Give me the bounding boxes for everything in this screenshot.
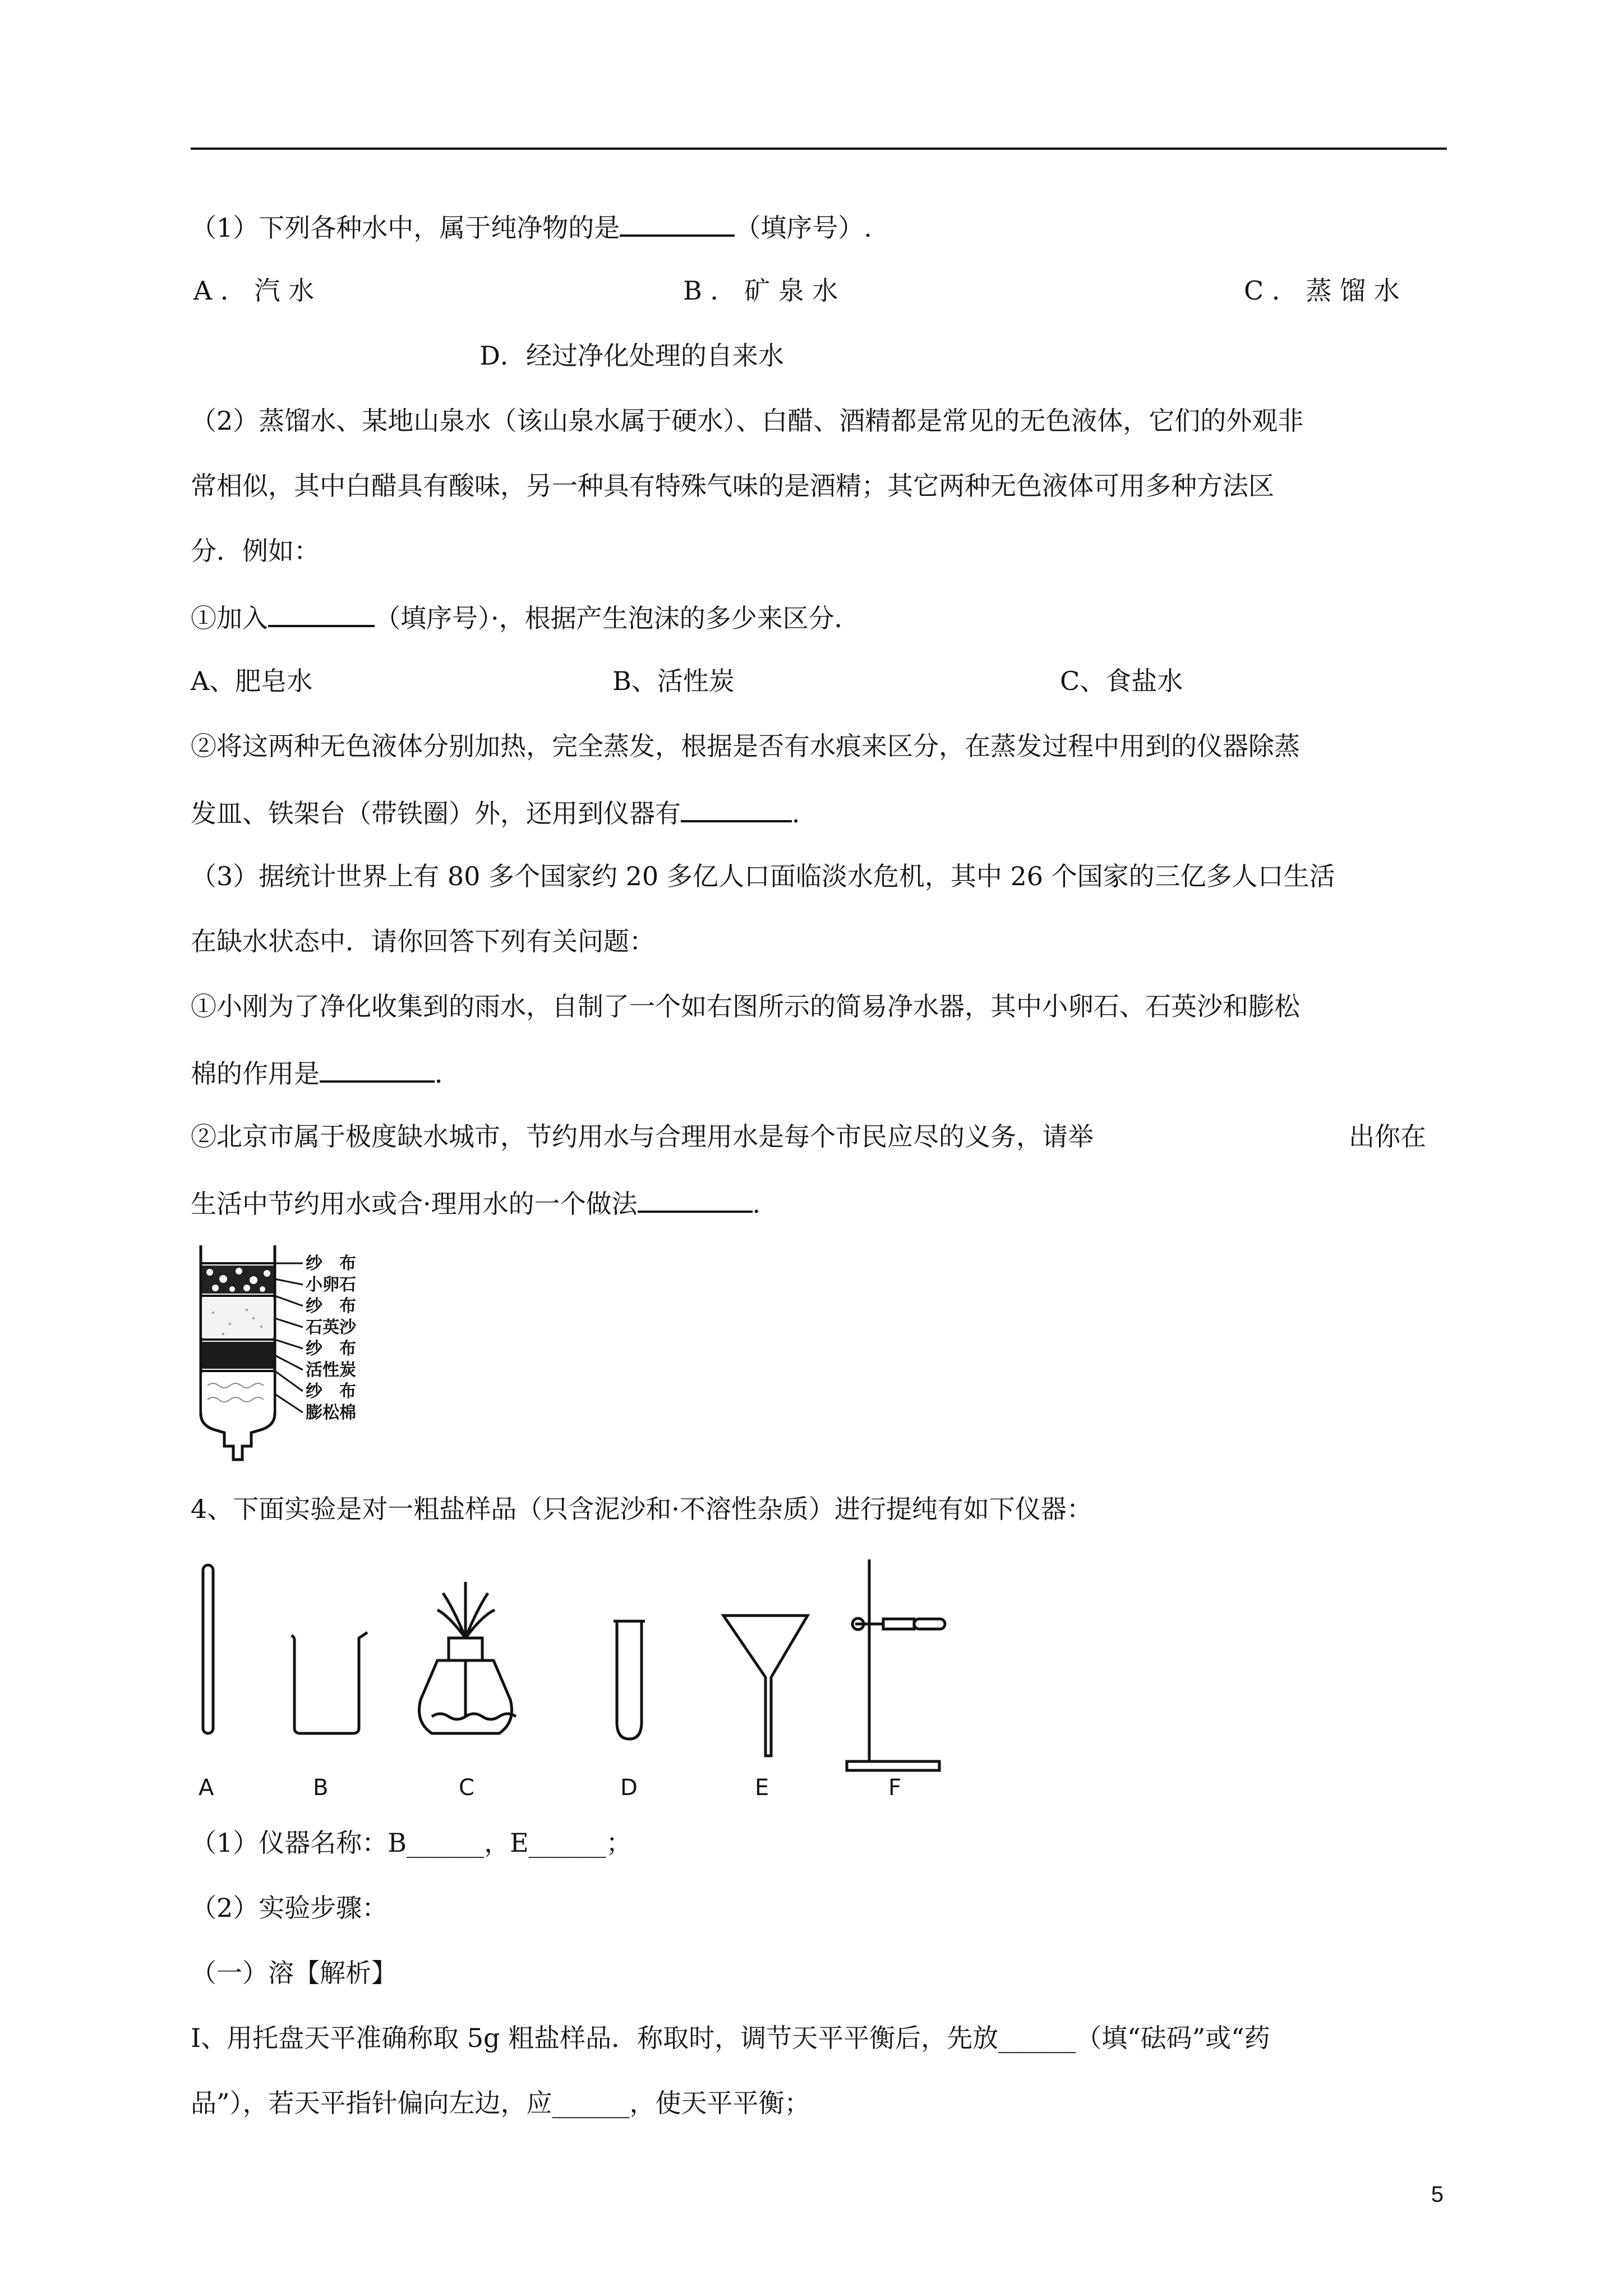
filter-label: 纱 布 bbox=[306, 1296, 356, 1316]
q3-part3-line1: （3）据统计世界上有 80 多个国家约 20 多亿人口面临淡水危机，其中 26 个国家的三亿多人口生活 bbox=[191, 861, 1335, 891]
alcohol-lamp-icon bbox=[419, 1582, 517, 1733]
option-c: C ． 蒸 馏 水 bbox=[1244, 275, 1400, 306]
q3-part3-sub2-line2: 生活中节约用水或合·理用水的一个做法 ． bbox=[191, 1185, 778, 1221]
q4-sub3: （一）溶【解析】 bbox=[191, 1958, 397, 1988]
apparatus-label-d: D bbox=[620, 1775, 638, 1801]
q3-part3-sub2-line1a: ②北京市属于极度缺水城市，节约用水与合理用水是每个市民应尽的义务，请举 bbox=[191, 1121, 1094, 1152]
filter-label: 纱 布 bbox=[306, 1339, 356, 1359]
q3-part1-stem: （1）下列各种水中，属于纯净物的是 （填序号）. bbox=[191, 209, 872, 245]
answer-blank bbox=[320, 1055, 435, 1083]
apparatus-label-e: E bbox=[755, 1775, 769, 1801]
glass-rod-icon bbox=[203, 1565, 213, 1733]
q3-part2-line3: 分．例如： bbox=[191, 536, 320, 566]
iron-stand-icon bbox=[847, 1559, 945, 1770]
q3-part2-sub2-line1: ②将这两种无色液体分别加热，完全蒸发，根据是否有水痕来区分，在蒸发过程中用到的仪器除蒸 bbox=[191, 731, 1300, 761]
beaker-icon bbox=[292, 1632, 367, 1733]
apparatus-figure bbox=[185, 1548, 1004, 1806]
answer-blank bbox=[620, 209, 735, 237]
filter-label: 石英沙 bbox=[306, 1318, 356, 1337]
q3-part3-sub1-line2: 棉的作用是 ． bbox=[191, 1055, 460, 1091]
q3-part3-sub2-line1b: 出你在 bbox=[1349, 1121, 1426, 1152]
filter-label: 活性炭 bbox=[306, 1360, 356, 1380]
page-number: 5 bbox=[1431, 2182, 1444, 2207]
q3-part3-line2: 在缺水状态中．请你回答下列有关问题： bbox=[191, 926, 655, 956]
q3-part2-line1: （2）蒸馏水、某地山泉水（该山泉水属于硬水）、白醋、酒精都是常见的无色液体，它们的外观非 bbox=[191, 406, 1304, 436]
q3-part2-sub2-line2: 发皿、铁架台（带铁圈）外，还用到仪器有 ． bbox=[191, 794, 818, 830]
q4-step1-line1: Ⅰ、用托盘天平准确称取 5g 粗盐样品．称取时，调节天平平衡后，先放______（填“砝码”或“药 bbox=[191, 2023, 1270, 2053]
filter-label: 纱 布 bbox=[306, 1382, 356, 1401]
option-d: D．经过净化处理的自来水 bbox=[479, 341, 784, 371]
apparatus-label-f: F bbox=[888, 1775, 902, 1801]
q3-part2-line2: 常相似，其中白醋具有酸味，另一种具有特殊气味的是酒精；其它两种无色液体可用多种方法区 bbox=[191, 471, 1274, 501]
q4-title: 4、下面实验是对一粗盐样品（只含泥沙和·不溶性杂质）进行提纯有如下仪器： bbox=[191, 1494, 1092, 1524]
filter-label: 膨松棉 bbox=[306, 1403, 356, 1423]
sub1-option-b: B、活性炭 bbox=[612, 666, 735, 696]
apparatus-label-a: A bbox=[199, 1775, 214, 1801]
water-purifier-figure bbox=[191, 1240, 393, 1470]
funnel-icon bbox=[723, 1616, 808, 1756]
sub1-option-c: C、食盐水 bbox=[1060, 666, 1183, 696]
q4-sub1: （1）仪器名称：B______，E______； bbox=[191, 1828, 632, 1858]
q4-sub2: （2）实验步骤： bbox=[191, 1893, 388, 1923]
option-b: B ． 矿 泉 水 bbox=[683, 275, 838, 306]
apparatus-label-c: C bbox=[459, 1775, 474, 1801]
filter-label: 小卵石 bbox=[306, 1275, 356, 1295]
header-rule bbox=[191, 148, 1447, 150]
test-tube-icon bbox=[614, 1621, 645, 1739]
answer-blank bbox=[681, 794, 792, 822]
answer-blank bbox=[638, 1185, 753, 1213]
answer-blank bbox=[268, 599, 375, 627]
filter-label: 纱 布 bbox=[306, 1254, 356, 1273]
sub1-option-a: A、肥皂水 bbox=[191, 666, 313, 696]
apparatus-label-b: B bbox=[313, 1775, 329, 1801]
q3-part2-sub1: ①加入 （填序号）·，根据产生泡沫的多少来区分． bbox=[191, 599, 860, 635]
option-a: A ． 汽 水 bbox=[193, 275, 315, 306]
q3-part3-sub1-line1: ①小刚为了净化收集到的雨水，自制了一个如右图所示的简易净水器，其中小卵石、石英沙和膨松 bbox=[191, 991, 1300, 1022]
q4-step1-line2: 品”），若天平指针偏向左边，应______，使天平平衡； bbox=[191, 2088, 810, 2118]
